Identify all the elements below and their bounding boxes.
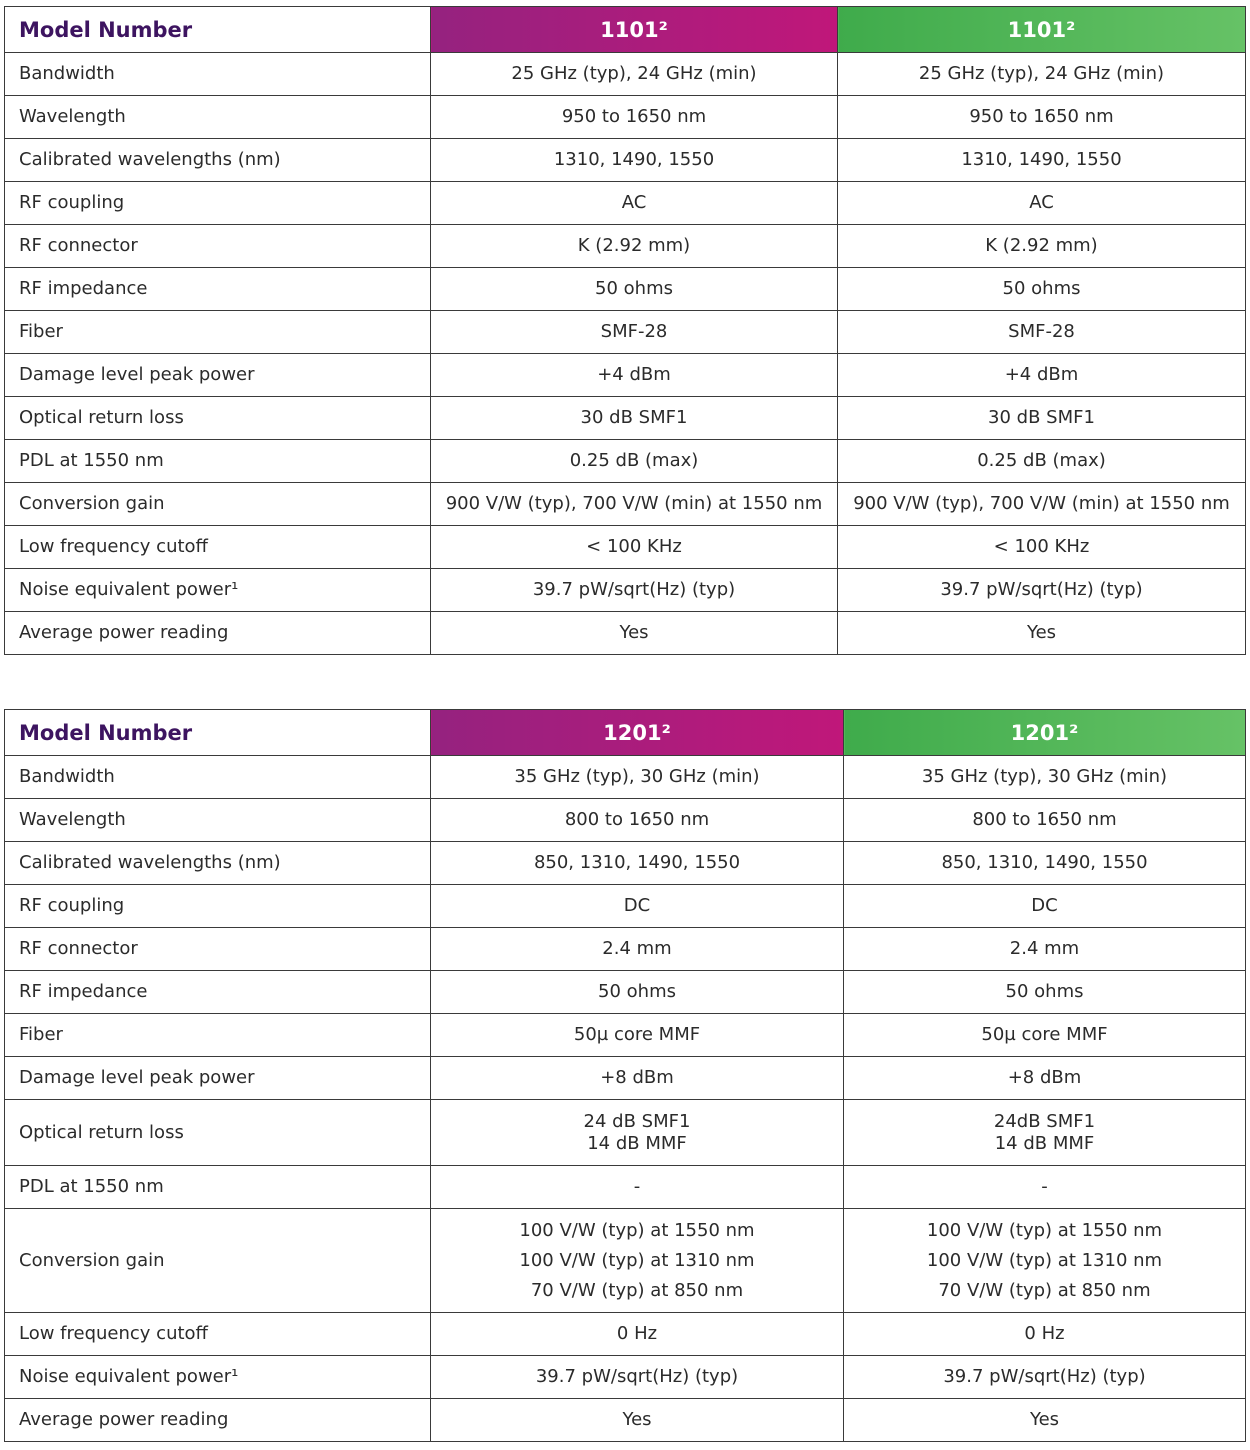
value-cell-model-a: [431, 756, 844, 799]
table-row: [5, 1209, 1246, 1313]
value-line: 70 V/W (typ) at 850 nm: [530, 1279, 744, 1301]
model-number-heading: Model Number: [5, 710, 431, 756]
value-line: +4 dBm: [597, 364, 671, 385]
value-line: 0 Hz: [616, 1323, 658, 1344]
table-row: [5, 1057, 1246, 1100]
value-cell-model-a: [431, 612, 838, 655]
value-line: DC: [623, 895, 651, 916]
table-row: [5, 311, 1246, 354]
value-line: 39.7 pW/sqrt(Hz) (typ): [532, 579, 736, 600]
value-cell-model-a: [431, 483, 838, 526]
value-cell-model-a: [431, 569, 838, 612]
value-cell-model-b: [838, 526, 1246, 569]
value-line: SMF-28: [1008, 321, 1075, 342]
value-cell-model-a: [431, 928, 844, 971]
value-cell-model-a: [431, 799, 844, 842]
value-line: 900 V/W (typ), 700 V/W (min) at 1550 nm: [445, 493, 823, 514]
value-cell-model-b: [838, 612, 1246, 655]
row-label: Optical return loss: [5, 397, 431, 440]
row-label: Fiber: [5, 311, 431, 354]
row-label: Average power reading: [5, 1399, 431, 1442]
value-cell-model-a: [431, 139, 838, 182]
value-line: 850, 1310, 1490, 1550: [941, 852, 1148, 873]
row-label: PDL at 1550 nm: [5, 1166, 431, 1209]
value-line: 25 GHz (typ), 24 GHz (min): [918, 63, 1165, 84]
value-line: 14 dB MMF: [994, 1132, 1095, 1154]
value-line: 24dB SMF1: [993, 1110, 1096, 1132]
value-line: 50µ core MMF: [573, 1024, 701, 1045]
value-line: 100 V/W (typ) at 1310 nm: [926, 1249, 1163, 1271]
value-cell-model-b: [844, 842, 1246, 885]
table-row: [5, 1166, 1246, 1209]
model-1101-purple-heading: 1101²: [431, 7, 838, 53]
table-row: [5, 612, 1246, 655]
value-cell-model-a: [431, 526, 838, 569]
row-label: Bandwidth: [5, 756, 431, 799]
value-line: 0.25 dB (max): [569, 450, 699, 471]
row-label: Conversion gain: [5, 483, 431, 526]
value-cell-model-b: [844, 1014, 1246, 1057]
value-line: 900 V/W (typ), 700 V/W (min) at 1550 nm: [853, 493, 1230, 514]
row-label: RF connector: [5, 225, 431, 268]
value-line: 2.4 mm: [602, 938, 672, 959]
row-label: PDL at 1550 nm: [5, 440, 431, 483]
table-row: [5, 483, 1246, 526]
value-cell-model-a: [431, 885, 844, 928]
value-line: 0.25 dB (max): [977, 450, 1106, 471]
value-cell-model-b: [844, 885, 1246, 928]
value-line: 30 dB SMF1: [988, 407, 1095, 428]
value-cell-model-b: [844, 756, 1246, 799]
value-cell-model-b: [838, 182, 1246, 225]
value-line: -: [633, 1176, 641, 1197]
table-row: [5, 569, 1246, 612]
value-cell-model-a: [431, 1356, 844, 1399]
table-row: [5, 397, 1246, 440]
value-cell-model-b: [838, 225, 1246, 268]
value-cell-model-b: [838, 440, 1246, 483]
value-line: +4 dBm: [1004, 364, 1079, 385]
value-line: 39.7 pW/sqrt(Hz) (typ): [943, 1366, 1146, 1387]
value-cell-model-a: [431, 1100, 844, 1166]
value-line: 800 to 1650 nm: [564, 809, 710, 830]
row-label: Average power reading: [5, 612, 431, 655]
value-line: 1310, 1490, 1550: [961, 149, 1122, 170]
table-row: [5, 971, 1246, 1014]
row-label: RF connector: [5, 928, 431, 971]
value-cell-model-b: [838, 53, 1246, 96]
value-line: 0 Hz: [1024, 1323, 1065, 1344]
value-cell-model-a: [431, 1209, 844, 1313]
value-cell-model-b: [844, 1313, 1246, 1356]
value-cell-model-b: [844, 1356, 1246, 1399]
value-cell-model-a: [431, 1014, 844, 1057]
value-line: 24 dB SMF1: [583, 1110, 691, 1132]
row-label: Calibrated wavelengths (nm): [5, 842, 431, 885]
value-line: 50µ core MMF: [981, 1024, 1108, 1045]
value-cell-model-b: [838, 354, 1246, 397]
row-label: Conversion gain: [5, 1209, 431, 1313]
value-line: 39.7 pW/sqrt(Hz) (typ): [940, 579, 1143, 600]
row-label: RF coupling: [5, 182, 431, 225]
table-row: [5, 182, 1246, 225]
value-line: Yes: [622, 1409, 652, 1430]
row-label: Wavelength: [5, 799, 431, 842]
value-cell-model-b: [838, 397, 1246, 440]
table-row: [5, 1100, 1246, 1166]
value-cell-model-a: [431, 268, 838, 311]
value-cell-model-b: [838, 96, 1246, 139]
row-label: RF impedance: [5, 971, 431, 1014]
value-line: 50 ohms: [1002, 278, 1081, 299]
value-cell-model-b: [844, 1209, 1246, 1313]
value-cell-model-a: [431, 1166, 844, 1209]
table-row: [5, 96, 1246, 139]
value-line: 50 ohms: [595, 278, 673, 299]
value-cell-model-b: [838, 311, 1246, 354]
table-row: [5, 799, 1246, 842]
value-line: < 100 KHz: [586, 536, 682, 557]
value-cell-model-a: [431, 1313, 844, 1356]
value-line: 100 V/W (typ) at 1550 nm: [926, 1219, 1163, 1241]
value-cell-model-b: [844, 928, 1246, 971]
row-label: Bandwidth: [5, 53, 431, 96]
value-cell-model-a: [431, 225, 838, 268]
value-cell-model-a: [431, 397, 838, 440]
value-line: DC: [1031, 895, 1058, 916]
table-row: [5, 1399, 1246, 1442]
value-cell-model-b: [844, 1100, 1246, 1166]
value-cell-model-b: [844, 1057, 1246, 1100]
value-cell-model-a: [431, 440, 838, 483]
value-cell-model-a: [431, 354, 838, 397]
value-line: 950 to 1650 nm: [561, 106, 707, 127]
model-1201-purple-heading: 1201²: [431, 710, 844, 756]
value-line: AC: [1029, 192, 1054, 213]
model-1101-green-heading: 1101²: [838, 7, 1246, 53]
value-cell-model-b: [844, 799, 1246, 842]
table-row: [5, 842, 1246, 885]
value-line: 100 V/W (typ) at 1550 nm: [519, 1219, 755, 1241]
value-line: AC: [621, 192, 647, 213]
value-line: 2.4 mm: [1009, 938, 1080, 959]
value-line: 800 to 1650 nm: [972, 809, 1117, 830]
spec-table-1201: [4, 709, 1246, 1442]
value-cell-model-b: [844, 1166, 1246, 1209]
spec-table-1101: [4, 6, 1246, 655]
table-row: [5, 53, 1246, 96]
value-line: Yes: [1029, 1409, 1060, 1430]
value-line: -: [1041, 1176, 1048, 1197]
value-line: Yes: [1026, 622, 1057, 643]
row-label: RF impedance: [5, 268, 431, 311]
table-row: [5, 756, 1246, 799]
value-cell-model-b: [838, 569, 1246, 612]
table-header-row: [5, 7, 1246, 53]
row-label: Low frequency cutoff: [5, 526, 431, 569]
value-line: 70 V/W (typ) at 850 nm: [938, 1279, 1151, 1301]
row-label: Noise equivalent power¹: [5, 1356, 431, 1399]
value-cell-model-b: [844, 1399, 1246, 1442]
table-row: [5, 440, 1246, 483]
value-cell-model-b: [838, 139, 1246, 182]
table-row: [5, 928, 1246, 971]
value-cell-model-a: [431, 1057, 844, 1100]
value-line: K (2.92 mm): [985, 235, 1098, 256]
value-cell-model-a: [431, 182, 838, 225]
value-cell-model-b: [844, 971, 1246, 1014]
table-row: [5, 885, 1246, 928]
value-line: 100 V/W (typ) at 1310 nm: [519, 1249, 755, 1271]
value-line: 14 dB MMF: [587, 1132, 687, 1154]
value-cell-model-b: [838, 268, 1246, 311]
row-label: Noise equivalent power¹: [5, 569, 431, 612]
value-line: 35 GHz (typ), 30 GHz (min): [921, 766, 1168, 787]
value-line: +8 dBm: [600, 1067, 674, 1088]
value-cell-model-a: [431, 1399, 844, 1442]
row-label: Fiber: [5, 1014, 431, 1057]
value-cell-model-a: [431, 96, 838, 139]
value-line: 850, 1310, 1490, 1550: [533, 852, 741, 873]
table-row: [5, 1313, 1246, 1356]
row-label: Low frequency cutoff: [5, 1313, 431, 1356]
value-cell-model-a: [431, 842, 844, 885]
value-line: 950 to 1650 nm: [969, 106, 1114, 127]
row-label: Optical return loss: [5, 1100, 431, 1166]
table-row: [5, 1014, 1246, 1057]
value-line: 1310, 1490, 1550: [553, 149, 715, 170]
value-line: 39.7 pW/sqrt(Hz) (typ): [535, 1366, 739, 1387]
value-line: 30 dB SMF1: [580, 407, 688, 428]
value-cell-model-a: [431, 971, 844, 1014]
value-line: SMF-28: [600, 321, 668, 342]
table-row: [5, 139, 1246, 182]
value-line: K (2.92 mm): [577, 235, 691, 256]
table-row: [5, 268, 1246, 311]
value-cell-model-a: [431, 311, 838, 354]
value-line: 35 GHz (typ), 30 GHz (min): [514, 766, 760, 787]
table-header-row: [5, 710, 1246, 756]
row-label: RF coupling: [5, 885, 431, 928]
row-label: Damage level peak power: [5, 1057, 431, 1100]
row-label: Wavelength: [5, 96, 431, 139]
table-row: [5, 1356, 1246, 1399]
table-row: [5, 225, 1246, 268]
table-row: [5, 526, 1246, 569]
model-1201-green-heading: 1201²: [844, 710, 1246, 756]
value-cell-model-a: [431, 53, 838, 96]
value-line: 25 GHz (typ), 24 GHz (min): [511, 63, 757, 84]
model-number-heading: Model Number: [5, 7, 431, 53]
value-line: 50 ohms: [1005, 981, 1084, 1002]
value-line: Yes: [619, 622, 649, 643]
row-label: Damage level peak power: [5, 354, 431, 397]
table-row: [5, 354, 1246, 397]
value-line: 50 ohms: [598, 981, 676, 1002]
value-line: +8 dBm: [1007, 1067, 1082, 1088]
value-line: < 100 KHz: [993, 536, 1090, 557]
value-cell-model-b: [838, 483, 1246, 526]
row-label: Calibrated wavelengths (nm): [5, 139, 431, 182]
